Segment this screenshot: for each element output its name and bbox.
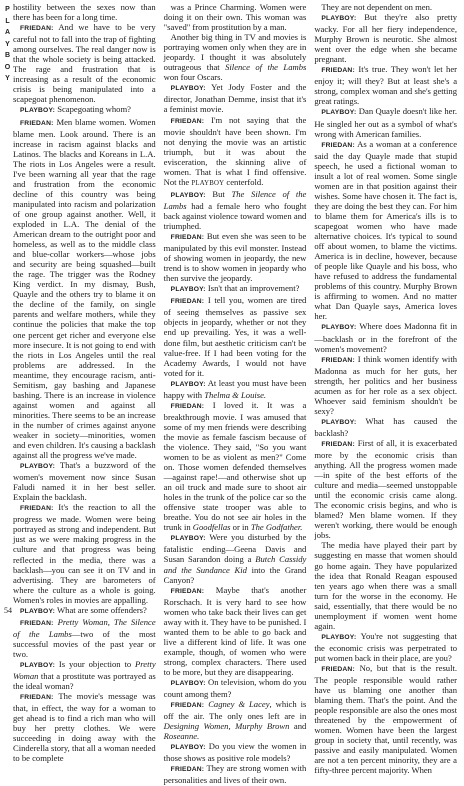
paragraph (13, 502, 156, 604)
paragraph (13, 460, 156, 502)
text-run: What has caused the backlash? (314, 415, 458, 438)
italic-title: Silence of the Lambs (225, 62, 307, 73)
paragraph (164, 295, 307, 377)
paragraph (164, 763, 307, 785)
paragraph (314, 106, 457, 138)
text-run: won four Oscars. (163, 72, 223, 83)
paragraph (164, 677, 307, 699)
speaker-label: FRIEDAN: (20, 119, 54, 127)
text-run: That's a buzzword of the women's movement now since Susan Faludi named it in her best seller. Explain the backlash. (13, 460, 156, 503)
text-run: had a female hero who fought back against violence toward women and triumphed. (163, 200, 307, 231)
running-head-vertical (3, 4, 12, 85)
paragraph (164, 231, 307, 283)
paragraph (314, 438, 457, 540)
text-run: As a woman at a conference said the day Quayle made that stupid speech, he used a fictional woman to insult a lot of real women. Some single women are in that position against their wishes. Some have chosen it. The fact is, they are doing the best they can. For him to blame them for America's ills is to scapegoat women who have made alternative choices. It's typical to sound off about women, to blame the victims. America is in decline, however, because of people like Quayle and his boss, who have refused to address the fundamental problems of this country. Murphy Brown is affirming to women. And no matter what Dan Quayle says, America loves her. (314, 138, 458, 322)
speaker-label: PLAYBOY: (20, 107, 56, 115)
text-run: Isn't that an improvement? (207, 283, 300, 294)
text-run: The movie's message was that, in effect, the way for a woman to get ahead is to find a rich man who will buy her pretty clothes. We were succeeding in doing away with the Cinderella story, that all a woman needed to be complete (13, 691, 156, 764)
text-run: But they're also pretty wacky. For all her fiery independence, Murphy Brown is neurotic. She almost went over the edge when she became pregnant. (314, 12, 458, 65)
speaker-label: FRIEDAN: (170, 402, 205, 410)
speaker-label: FRIEDAN: (321, 356, 355, 364)
paragraph (164, 32, 307, 82)
text-run: Dan Quayle doesn't like her. He singled her out as a symbol of what's wrong with American families. (314, 106, 458, 139)
speaker-label: FRIEDAN: (321, 666, 355, 673)
article-body (13, 2, 458, 786)
text-run: I think women identify with Madonna as much for her guts, her strength, her politics and her business acumen as for her role as a sex object. Whoever said feminism shouldn't be sexy? (314, 353, 458, 416)
text-run: On television, whom do you count among them? (163, 677, 307, 700)
speaker-label: PLAYBOY: (20, 662, 56, 669)
speaker-label: FRIEDAN: (321, 440, 355, 448)
speaker-label: PLAYBOY: (321, 15, 357, 23)
speaker-label: FRIEDAN: (20, 619, 54, 627)
text-run: I'm not saying that the movie shouldn't have been shown. I'm not denying the movie was an artistic triumph, but it was about the evisceration, the skinning alive of women. That is what I find offensive. Not the (163, 114, 307, 187)
paragraph (314, 2, 457, 12)
speaker-label: PLAYBOY: (170, 85, 206, 93)
speaker-label: FRIEDAN: (20, 505, 54, 513)
italic-title: Pretty Woman (13, 659, 156, 682)
paragraph (13, 2, 156, 22)
paragraph (164, 283, 307, 295)
text-run: and (289, 721, 307, 732)
text-run: Yet Jody Foster and the director, Jonathan Demme, insist that it's a feminist movie. (163, 82, 307, 115)
paragraph (13, 117, 156, 461)
text-run: Another big thing in TV and movies is portraying women only when they are in jeopardy. I thought it was absolutely outrageous that (163, 32, 307, 73)
text-run: centerfold. (224, 176, 264, 187)
text-run: But (212, 188, 232, 199)
text-run: —two of the most successful movies of the past year or two. (13, 628, 156, 659)
text-run: At least you must have been happy with (163, 377, 307, 400)
speaker-label: FRIEDAN: (20, 694, 54, 702)
text-run: I loved it. It was a breakthrough movie. I was amused that some of my men friends were describing the movie as female fascism because of the violence. They said, "So you want women to be as violent as men?" Come on. Those women defended themselves—against rape!—and otherwise shot up an oil truck and made sure to shoot air holes in the trunk of the police car so the offensive state trooper was able to breathe. You do not see air holes in the trunk in (163, 399, 307, 533)
running-head-letter: A (4, 29, 11, 36)
paragraph (164, 82, 307, 114)
text-run: that a prostitute was portrayed as the ideal woman? (13, 671, 156, 692)
paragraph (164, 400, 307, 533)
italic-title: Butch Cassidy and the Sundance Kid (163, 554, 307, 575)
column-3 (314, 2, 458, 776)
small-caps-text: PLAYBOY (191, 179, 225, 187)
paragraph (13, 104, 156, 116)
running-head-letter: B (4, 52, 11, 59)
paragraph (164, 699, 307, 741)
text-run: was a Prince Charming. Women were doing it on their own. This woman was "saved" from prostitution by a man. (163, 2, 307, 33)
text-run: , which is off the air. The only ones left are in (163, 699, 307, 722)
text-run: hostility between the sexes now than there has been for a long time. (13, 2, 156, 23)
column-1 (13, 2, 156, 764)
speaker-label: PLAYBOY: (170, 535, 206, 543)
speaker-label: PLAYBOY: (170, 191, 206, 199)
paragraph (314, 354, 457, 416)
text-run: They are strong women with personalities and lives of their own. (163, 763, 307, 786)
speaker-label: FRIEDAN: (20, 25, 54, 33)
text-run: They are not dependent on men. (321, 2, 433, 12)
text-run: No, but that is the result. The people responsible would rather have us blaming one another than blaming them. That's the point. And the people responsible are also the ones most threatened by the empowerment of women. Women have been the largest group in society that, until recently, was passive and easily manipulated. Women are not a ten percent minority, they are a fifty-three percent majority. When (314, 663, 458, 776)
speaker-label: PLAYBOY: (321, 633, 357, 641)
text-run: I tell you, women are tired of seeing themselves as passive sex objects in jeopardy, whether or not they end up prevailing. Yes, it was a well-done film, but aesthetic criticism can't be value-free. If I had been voting for the Academy Awards, I would not have voted for it. (163, 295, 307, 378)
text-run: Is your objection to (58, 659, 135, 669)
text-run: What are some offenders? (57, 604, 147, 615)
paragraph (13, 691, 156, 763)
paragraph (164, 189, 307, 231)
italic-title: The Silence of the Lambs (163, 188, 307, 211)
text-run: Were you disturbed by the fatalistic ending—Geena Davis and Susan Sarandon doing a (163, 532, 307, 565)
text-run: It's the reaction to all the progress we made. Women were being portrayed as strong and independent. But just as we were making progress in the culture and that progress was being reflected in the media, there was a backlash—you can see it on TV and in advertising. They are barometers of where the culture as a whole is going. Women's roles in movies are appalling. (13, 502, 156, 605)
italic-title: Cagney & Lacey (208, 699, 270, 710)
paragraph (314, 416, 457, 438)
paragraph (314, 631, 457, 663)
text-run: Do you view the women in those shows as positive role models? (163, 741, 307, 764)
speaker-label: PLAYBOY: (20, 607, 56, 615)
speaker-label: PLAYBOY: (20, 463, 56, 471)
italic-title: Thelma & Louise. (204, 389, 267, 400)
paragraph (314, 663, 457, 776)
speaker-label: FRIEDAN: (321, 67, 355, 75)
speaker-label: FRIEDAN: (170, 117, 205, 125)
italic-title: Roseanne. (163, 731, 200, 742)
text-run: The media have played their part by suggesting en masse that women should go home again. They have popularized the idea that Ronald Reagan espoused ten years ago when there was a small turn for the worse in the economy. He said, essentially, that there would be no unemployment if women went home again. (314, 540, 458, 631)
speaker-label: PLAYBOY: (321, 418, 357, 426)
text-run: into the Grand Canyon? (163, 564, 307, 585)
speaker-label: PLAYBOY: (170, 744, 206, 752)
paragraph (13, 605, 156, 617)
speaker-label: PLAYBOY: (170, 286, 206, 294)
speaker-label: PLAYBOY: (170, 680, 206, 688)
italic-title: The Godfather. (250, 522, 303, 533)
paragraph (164, 378, 307, 400)
text-run: Scapegoating whom? (57, 104, 131, 115)
speaker-label: PLAYBOY: (321, 109, 357, 117)
text-run: And we have to be very careful not to fall into the trap of fighting among ourselves. The real danger now is that the whole society is being attacked. The rage and frustration that is increasing as a result of the economic crisis is being manipulated into a scapegoat phenomenon. (13, 22, 156, 105)
running-head-letter: O (4, 63, 11, 71)
running-head-letter: Y (5, 40, 10, 48)
speaker-label: FRIEDAN: (170, 587, 205, 595)
paragraph (314, 321, 457, 353)
text-run: Maybe that's another Rorschach. It is very hard to see how women who take back their lives can get away with it. They have to be punished. I wanted them to be able to go back and live a different kind of life. It was one example, though, of women who were strong, complex characters. There used to be more, but they are disappearing. (163, 584, 307, 677)
paragraph (314, 139, 457, 322)
text-run: It's true. They won't let her enjoy it; will they? But at least she's a strong, complex woman and she's getting great ratings. (314, 64, 458, 107)
paragraph (314, 64, 457, 106)
paragraph (164, 115, 307, 189)
paragraph (164, 585, 307, 677)
text-run: You're not suggesting that the economic crisis was perpetrated to put women back in their place, are you? (314, 630, 458, 663)
italic-title: Pretty Woman, The Silence of the Lambs (13, 616, 156, 639)
paragraph (164, 532, 307, 584)
text-run: Where does Madonna fit in—backlash or in the forefront of the women's movement? (314, 321, 458, 354)
speaker-label: PLAYBOY: (321, 324, 357, 332)
column-2 (163, 2, 307, 786)
speaker-label: FRIEDAN: (170, 298, 205, 306)
text-run: or in (230, 522, 251, 533)
paragraph (314, 12, 457, 64)
paragraph (13, 22, 156, 104)
paragraph (13, 617, 156, 659)
text-run: Men blame women. Women blame men. Look around. There is an increase in racism against blacks and Latinos. The blacks and Koreans in L.A. The riots in Los Angeles were a result. I've been warning all year that the rage and frustration from the economic decline of this country was being manipulated into racism and polarization of one group against another. Well, it exploded in L.A. The denial of the American dream to the outright poor and homeless, as well as to the middle class and blue-collar workers—whose jobs and security are being squashed—built the rage. The trigger was the Rodney King verdict. In my dismay, Bush, Quayle and the others try to blame it on the decline of the family, on single parents and welfare mothers, while they continue the policies that make the top one percent get richer and everyone else more insecure. It is not going to end with the riots in Los Angeles until the real problems are addressed. In the meantime, they encourage racism, anti-Semitism, gay bashing and Japanese bashing. There is an increase in violence against women and against all minorities. There seems to be an increase in the number of crimes against anyone weaker in society—minorities, women and even children. It's causing a backlash against all the progress we've made. (13, 116, 156, 461)
speaker-label: FRIEDAN: (170, 766, 205, 774)
running-head-letter: P (5, 6, 10, 13)
running-head-letter: Y (5, 75, 10, 82)
paragraph (164, 2, 307, 32)
speaker-label: FRIEDAN: (170, 702, 205, 710)
speaker-label: FRIEDAN: (170, 234, 205, 242)
paragraph (314, 540, 457, 630)
paragraph (164, 741, 307, 763)
text-run: First of all, it is exacerbated more by the economic crisis than anything. All the progress women made—in spite of the best efforts of the culture and media—seemed unstoppable until the economic crisis came along. The economic crisis begins, and who is blamed? Men blame women. If they weren't working, there would be enough jobs. (314, 437, 458, 541)
paragraph (13, 659, 156, 691)
running-head-letter: L (5, 17, 10, 25)
page-number: 54 (4, 606, 12, 615)
text-run: But even she was seen to be manipulated by this evil monster. Instead of showing women in jeopardy, the new trend is to show women in jeopardy who then survive the jeopardy. (163, 231, 307, 284)
speaker-label: FRIEDAN: (321, 141, 355, 149)
speaker-label: PLAYBOY: (170, 380, 206, 388)
italic-title: Goodfellas (192, 522, 231, 533)
italic-title: Designing Women, Murphy Brown (163, 721, 290, 732)
